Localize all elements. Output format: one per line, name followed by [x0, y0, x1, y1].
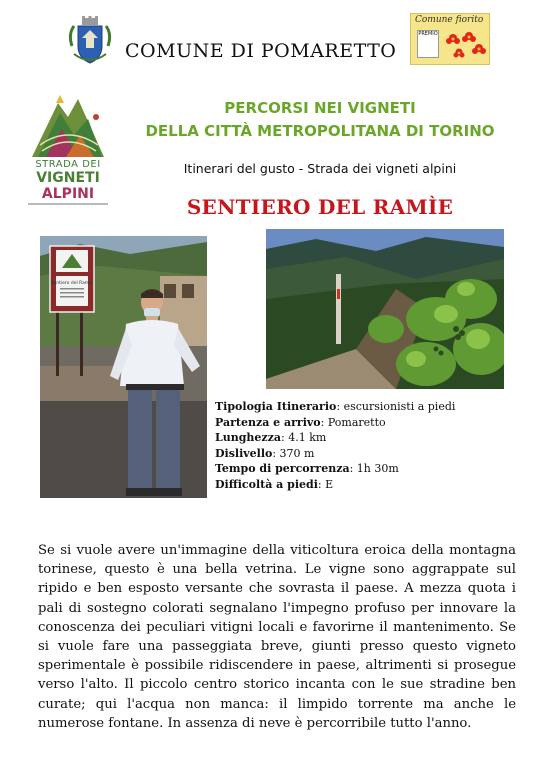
info-label: Partenza e arrivo: [215, 415, 321, 429]
comune-fiorito-logo: [410, 13, 490, 65]
flowers-icon: [443, 28, 487, 62]
info-row-lunghezza: [215, 430, 505, 446]
info-label: Tipologia Itinerario: [215, 400, 337, 413]
info-value: : 1h 30m: [349, 462, 399, 475]
trail-sign-photo: [40, 236, 207, 498]
strada-logo-line2: VIGNETI: [36, 170, 100, 186]
vineyard-photo: [266, 229, 504, 389]
info-label: Dislivello: [215, 446, 273, 460]
strada-vigneti-alpini-logo: [28, 95, 108, 207]
mountain-vineyard-icon: [28, 95, 108, 159]
description-paragraph: Se si vuole avere un'immagine della viticoltura eroica della montagna torinese, questo è una bella vetrina. Le vigne sono aggrappate sul ripido e ben esposto versante che sovrasta il paese. A mezza quota i pali di sostegno colorati segnalano l'impegno profuso per innovare la conoscenza dei peculiari vitigni locali e favorirne il mantenimento. Se si vuole fare una passeggiata breve, giunti presso questo vigneto sperimentale è possibile ridiscendere in paese, altrimenti si prosegue verso l'alto. Il piccolo centro storico incanta con le sue stradine ben curate; qui l'acqua non manca: il limpido torrente ma anche le numerose fontane. In assenza di neve è percorribile tutto l'anno.: [38, 543, 516, 731]
premio-badge: [417, 30, 439, 58]
route-info: [215, 399, 505, 492]
strada-logo-line3: ALPINI: [41, 186, 95, 202]
strada-logo-line1: STRADA DEI: [35, 159, 101, 170]
info-row-tipologia: [215, 399, 505, 415]
info-value: : 370 m: [272, 446, 315, 460]
percorsi-heading-line2: DELLA CITTÀ METROPOLITANA DI TORINO: [145, 122, 495, 140]
info-value: : 4.1 km: [281, 431, 327, 444]
percorsi-heading-line1: PERCORSI NEI VIGNETI: [224, 99, 416, 117]
info-row-tempo: [215, 461, 505, 477]
info-label: Tempo di percorrenza: [215, 462, 350, 475]
info-row-difficolta: [215, 477, 505, 493]
info-label: Lunghezza: [215, 431, 282, 444]
itinerari-subtitle: Itinerari del gusto - Strada dei vigneti alpini: [183, 161, 457, 176]
coat-of-arms-icon: [66, 16, 114, 66]
strada-logo-subtitle-line: [28, 203, 108, 205]
info-value: : E: [317, 477, 334, 491]
info-row-dislivello: [215, 446, 505, 462]
info-value: : Pomaretto: [320, 415, 386, 429]
sentiero-title: SENTIERO DEL RAMÌE: [186, 195, 454, 219]
comune-fiorito-text: Comune fiorito: [415, 15, 484, 25]
premio-badge-text: PREMIO: [418, 31, 438, 37]
comune-title: COMUNE DI POMARETTO: [125, 40, 397, 62]
info-value: : escursionisti a piedi: [336, 400, 456, 413]
info-label: Difficoltà a piedi: [215, 477, 318, 491]
sign-text: Sentiero del Ramie: [50, 281, 94, 286]
info-row-partenza: [215, 415, 505, 431]
